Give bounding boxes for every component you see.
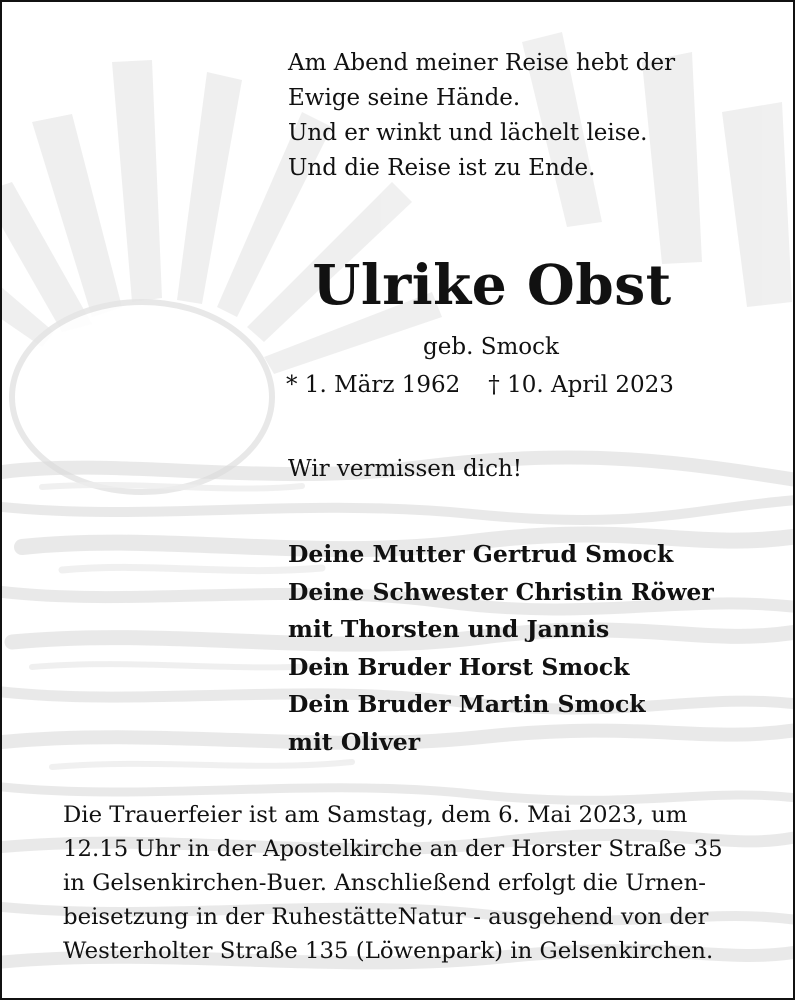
poem-line: Ewige seine Hände. [288, 85, 521, 111]
service-line: Westerholter Straße 135 (Löwenpark) in Gelsenkirchen. [63, 938, 714, 964]
mourner-line: mit Oliver [288, 727, 421, 756]
service-line: 12.15 Uhr in der Apostelkirche an der Horster Straße 35 [63, 836, 723, 862]
mourners-list [288, 536, 788, 761]
mourner-line: Deine Schwester Christin Röwer [288, 577, 714, 606]
message: Wir vermissen dich! [288, 456, 523, 482]
death-date: † 10. April 2023 [488, 372, 674, 398]
mourner-line: Deine Mutter Gertrud Smock [288, 540, 674, 568]
service-line: Die Trauerfeier ist am Samstag, dem 6. Mai 2023, um [63, 802, 688, 828]
service-line: beisetzung in der RuhestätteNatur - ausgehend von der [63, 904, 709, 930]
poem-line: Und er winkt und lächelt leise. [288, 120, 648, 146]
poem-line: Und die Reise ist zu Ende. [288, 155, 596, 181]
mourner-line: Dein Bruder Martin Smock [288, 690, 646, 718]
service-line: in Gelsenkirchen-Buer. Anschließend erfolgt die Urnen- [63, 870, 706, 896]
mourner-line: Dein Bruder Horst Smock [288, 652, 630, 681]
poem [288, 46, 758, 186]
poem-line: Am Abend meiner Reise hebt der [288, 50, 676, 76]
birth-name: geb. Smock [423, 334, 559, 360]
deceased-name: Ulrike Obst [312, 252, 672, 317]
funeral-service-info [63, 798, 753, 968]
mourner-line: mit Thorsten und Jannis [288, 615, 610, 643]
birth-date: * 1. März 1962 [286, 372, 461, 398]
life-dates [286, 368, 746, 402]
